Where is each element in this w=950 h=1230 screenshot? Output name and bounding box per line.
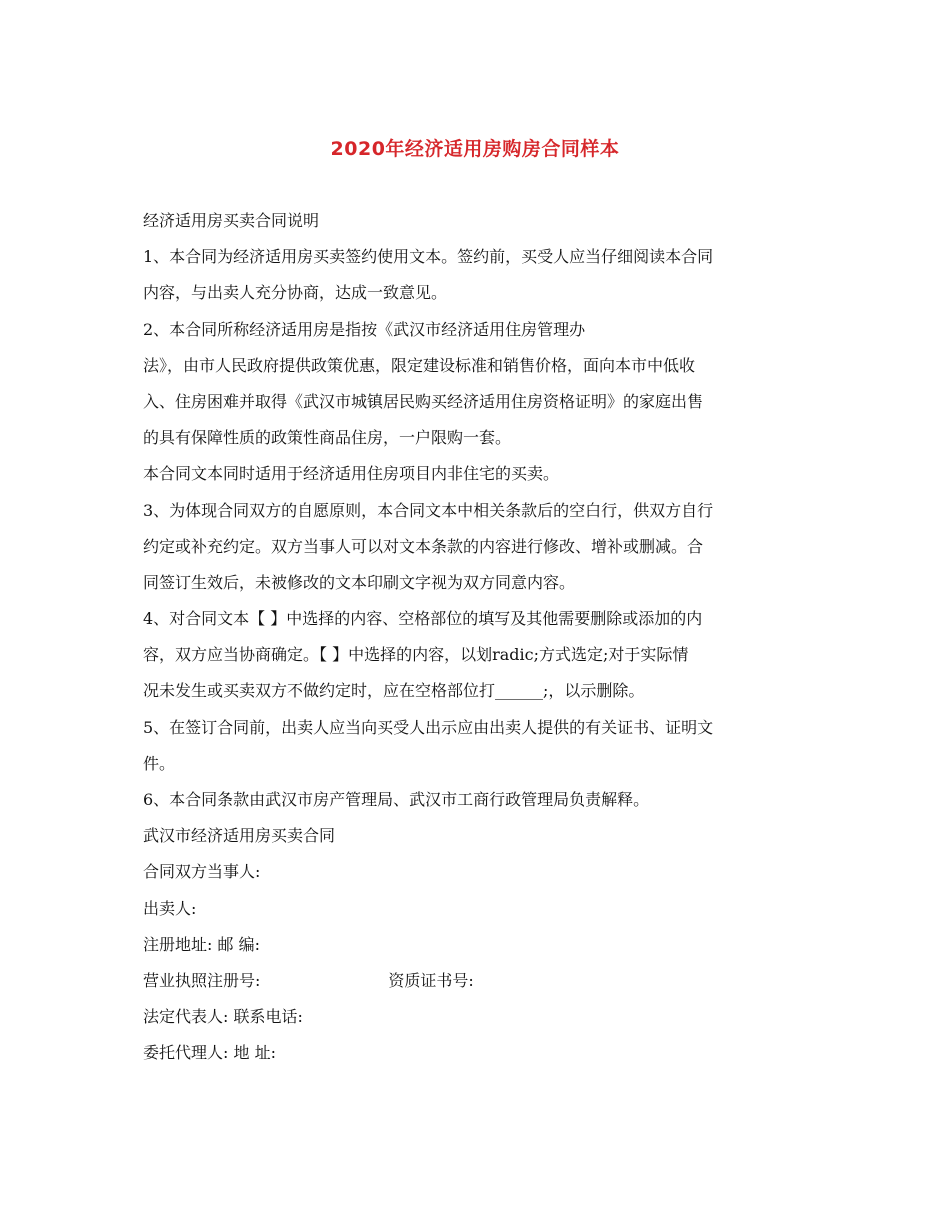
paragraph-heading: 经济适用房买卖合同说明 [143,211,320,230]
paragraph-line: 的具有保障性质的政策性商品住房，一户限购一套。 [143,428,512,448]
paragraph-line: 容，双方应当协商确定。【 】中选择的内容，以划radic;方式选定;对于实际情 [143,645,689,665]
paragraph-line: 法》，由市人民政府提供政策优惠，限定建设标准和销售价格，面向本市中低收 [143,355,696,375]
paragraph-line: 3、为体现合同双方的自愿原则，本合同文本中相关条款后的空白行，供双方自行 [143,500,714,520]
paragraph-line: 6、本合同条款由武汉市房产管理局、武汉市工商行政管理局负责解释。 [143,790,650,809]
seller-label: 出卖人: [143,898,197,918]
paragraph-line: 件。 [143,753,176,773]
paragraph-line: 况未发生或买卖双方不做约定时，应在空格部位打______;，以示删除。 [143,681,645,701]
representative-phone-label: 法定代表人: 联系电话: [143,1007,303,1027]
agent-address-label: 委托代理人: 地 址: [143,1043,276,1063]
paragraph-line: 5、在签订合同前，出卖人应当向买受人出示应由出卖人提供的有关证书、证明文 [143,717,714,737]
paragraph-line: 约定或补充约定。双方当事人可以对文本条款的内容进行修改、增补或删减。合 [143,536,704,556]
address-postcode-label: 注册地址: 邮 编: [143,934,260,954]
paragraph-line: 1、本合同为经济适用房买卖签约使用文本。签约前，买受人应当仔细阅读本合同 [143,247,714,267]
paragraph-line: 4、对合同文本【 】中选择的内容、空格部位的填写及其他需要删除或添加的内 [143,609,703,629]
paragraph-line: 本合同文本同时适用于经济适用住房项目内非住宅的买卖。 [143,464,560,484]
qualification-number-label: 资质证书号: [388,970,474,990]
license-number-label: 营业执照注册号: [143,970,261,990]
license-qualification-line [143,963,808,999]
paragraph-line: 内容，与出卖人充分协商，达成一致意见。 [143,283,448,303]
parties-label: 合同双方当事人: [143,862,261,882]
document-title: 2020年经济适用房购房合同样本 [330,138,620,160]
paragraph-line: 入、住房困难并取得《武汉市城镇居民购买经济适用住房资格证明》的家庭出售 [143,391,704,411]
paragraph-line: 2、本合同所称经济适用房是指按《武汉市经济适用住房管理办 [143,319,586,339]
paragraph-line: 同签订生效后，未被修改的文本印刷文字视为双方同意内容。 [143,572,576,592]
document-body [143,203,808,1072]
contract-heading: 武汉市经济适用房买卖合同 [143,826,336,846]
